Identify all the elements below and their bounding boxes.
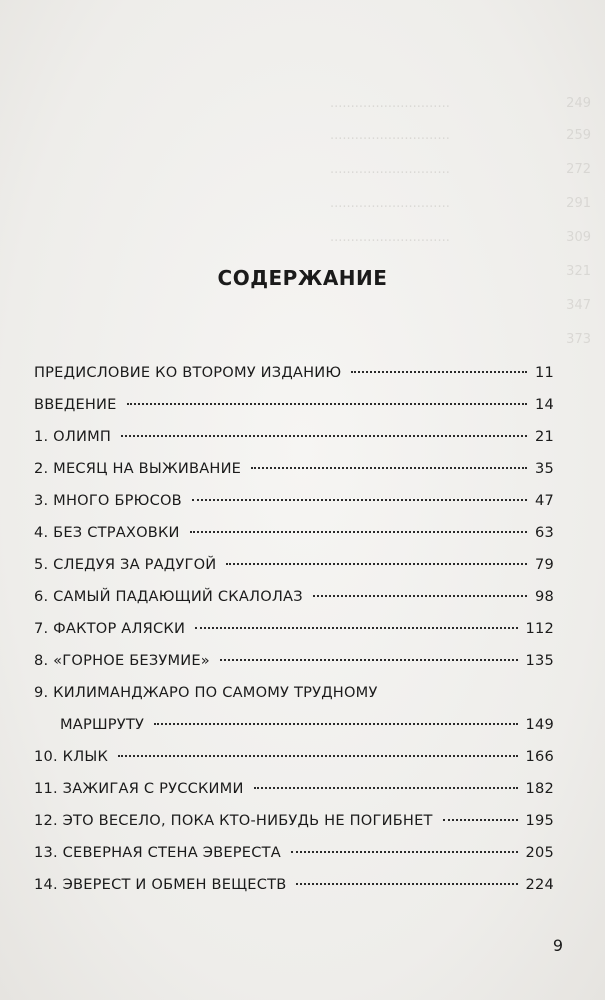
dot-leader [154, 723, 517, 725]
dot-leader [443, 819, 518, 821]
toc-entry-page: 182 [525, 780, 554, 797]
toc-entry-label-continued: МАРШРУТУ [60, 716, 145, 733]
show-through-text: ............................. [330, 196, 450, 211]
dot-leader [296, 883, 517, 885]
show-through-text: 249 [566, 96, 591, 111]
toc-entry[interactable] [34, 460, 554, 492]
show-through-text: 309 [566, 230, 591, 245]
toc-entry-label: 7. ФАКТОР АЛЯСКИ [34, 620, 186, 637]
toc-entry[interactable] [34, 748, 554, 780]
toc-entry[interactable] [34, 620, 554, 652]
dot-leader [118, 755, 518, 757]
toc-entry[interactable] [34, 492, 554, 524]
toc-entry-page: 205 [525, 844, 554, 861]
show-through-text: 347 [566, 298, 591, 313]
dot-leader [190, 531, 527, 533]
dot-leader [251, 467, 527, 469]
toc-entry[interactable] [34, 396, 554, 428]
show-through-text: ............................. [330, 162, 450, 177]
toc-entry-page: 149 [525, 716, 554, 733]
show-through-text: ............................. [330, 230, 450, 245]
toc-entry-label: 2. МЕСЯЦ НА ВЫЖИВАНИЕ [34, 460, 242, 477]
toc-entry[interactable] [34, 844, 554, 876]
show-through-text: 259 [566, 128, 591, 143]
toc-entry[interactable] [34, 556, 554, 588]
toc-entry-label: 3. МНОГО БРЮСОВ [34, 492, 182, 509]
toc-entry-page: 166 [525, 748, 554, 765]
dot-leader [195, 627, 517, 629]
toc-entry-label: 8. «ГОРНОЕ БЕЗУМИЕ» [34, 652, 210, 669]
dot-leader [220, 659, 518, 661]
toc-entry-label: 6. САМЫЙ ПАДАЮЩИЙ СКАЛОЛАЗ [34, 588, 303, 605]
dot-leader [313, 595, 527, 597]
show-through-text: 272 [566, 162, 591, 177]
toc-entry[interactable] [34, 652, 554, 684]
dot-leader [192, 499, 527, 501]
toc-entry-label: 14. ЭВЕРЕСТ И ОБМЕН ВЕЩЕСТВ [34, 876, 287, 893]
page-title: СОДЕРЖАНИЕ [217, 266, 388, 290]
show-through-text: 291 [566, 196, 591, 211]
toc-entry-page: 14 [535, 396, 554, 413]
toc-entry-label: 13. СЕВЕРНАЯ СТЕНА ЭВЕРЕСТА [34, 844, 281, 861]
toc-entry-label: 1. ОЛИМП [34, 428, 112, 445]
toc-entry-page: 35 [535, 460, 554, 477]
toc-entry-label: 5. СЛЕДУЯ ЗА РАДУГОЙ [34, 556, 217, 573]
toc-entry-page: 195 [525, 812, 554, 829]
toc-entry-page: 98 [535, 588, 554, 605]
dot-leader [254, 787, 518, 789]
toc-entry-page: 135 [525, 652, 554, 669]
show-through-text: 321 [566, 264, 591, 279]
toc-entry-page: 21 [535, 428, 554, 445]
toc-entry[interactable] [34, 684, 554, 748]
dot-leader [291, 851, 518, 853]
dot-leader [351, 371, 527, 373]
toc-entry[interactable] [34, 588, 554, 620]
toc-entry-page: 79 [535, 556, 554, 573]
dot-leader [226, 563, 527, 565]
show-through-text: 373 [566, 332, 591, 347]
toc-entry-label: 9. КИЛИМАНДЖАРО ПО САМОМУ ТРУДНОМУ [34, 684, 378, 701]
dot-leader [121, 435, 527, 437]
toc-entry-label: 4. БЕЗ СТРАХОВКИ [34, 524, 180, 541]
toc-entry-label: ПРЕДИСЛОВИЕ КО ВТОРОМУ ИЗДАНИЮ [34, 364, 342, 381]
toc-entry-label: 11. ЗАЖИГАЯ С РУССКИМИ [34, 780, 244, 797]
page-number: 9 [552, 936, 563, 955]
toc-entry-page: 224 [525, 876, 554, 893]
dot-leader [127, 403, 527, 405]
show-through-text: ............................. [330, 96, 450, 111]
toc-entry-label: 12. ЭТО ВЕСЕЛО, ПОКА КТО-НИБУДЬ НЕ ПОГИБНЕТ [34, 812, 433, 829]
toc-entry[interactable] [34, 428, 554, 460]
toc-entry-page: 112 [525, 620, 554, 637]
table-of-contents [34, 364, 554, 908]
toc-entry[interactable] [34, 524, 554, 556]
toc-entry-label: 10. КЛЫК [34, 748, 109, 765]
toc-entry[interactable] [34, 876, 554, 908]
toc-entry[interactable] [34, 364, 554, 396]
toc-entry-page: 47 [535, 492, 554, 509]
toc-entry-page: 11 [535, 364, 554, 381]
toc-entry-label: ВВЕДЕНИЕ [34, 396, 117, 413]
show-through-text: ............................. [330, 128, 450, 143]
toc-entry[interactable] [34, 780, 554, 812]
toc-entry-page: 63 [535, 524, 554, 541]
toc-entry[interactable] [34, 812, 554, 844]
